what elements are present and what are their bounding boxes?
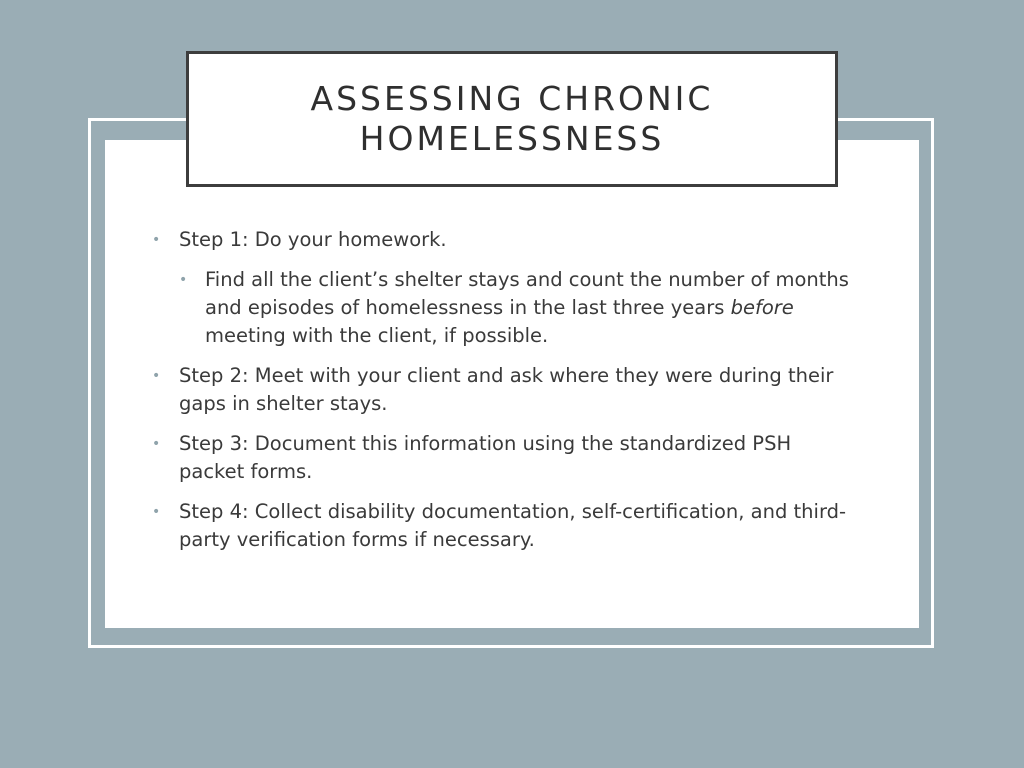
bullet-dot-icon: • [152, 232, 161, 248]
bullet-dot-icon: • [152, 368, 161, 384]
bullet-list [152, 226, 852, 566]
sub-bullet-emphasis: before [730, 296, 794, 319]
bullet-step-3 [152, 430, 852, 486]
bullet-dot-icon: • [179, 272, 188, 288]
title-box [186, 51, 838, 187]
bullet-text: Step 1: Do your homework. [179, 228, 447, 251]
bullet-text: Step 2: Meet with your client and ask where they were during their gaps in shelter stays. [179, 364, 834, 415]
bullet-dot-icon: • [152, 436, 161, 452]
bullet-step-2 [152, 362, 852, 418]
bullet-step-4 [152, 498, 852, 554]
bullet-step-1 [152, 226, 852, 254]
sub-bullet-step-1 [152, 266, 852, 350]
sub-bullet-text-post: meeting with the client, if possible. [205, 324, 549, 347]
bullet-text: Step 4: Collect disability documentation, self-certification, and third-party verification forms if necessary. [179, 500, 847, 551]
bullet-text: Step 3: Document this information using the standardized PSH packet forms. [179, 432, 792, 483]
sub-bullet-text-pre: Find all the client’s shelter stays and count the number of months and episodes of homelessness in the last three years [205, 268, 849, 319]
bullet-dot-icon: • [152, 504, 161, 520]
slide-title: ASSESSING CHRONIC HOMELESSNESS [310, 79, 714, 158]
